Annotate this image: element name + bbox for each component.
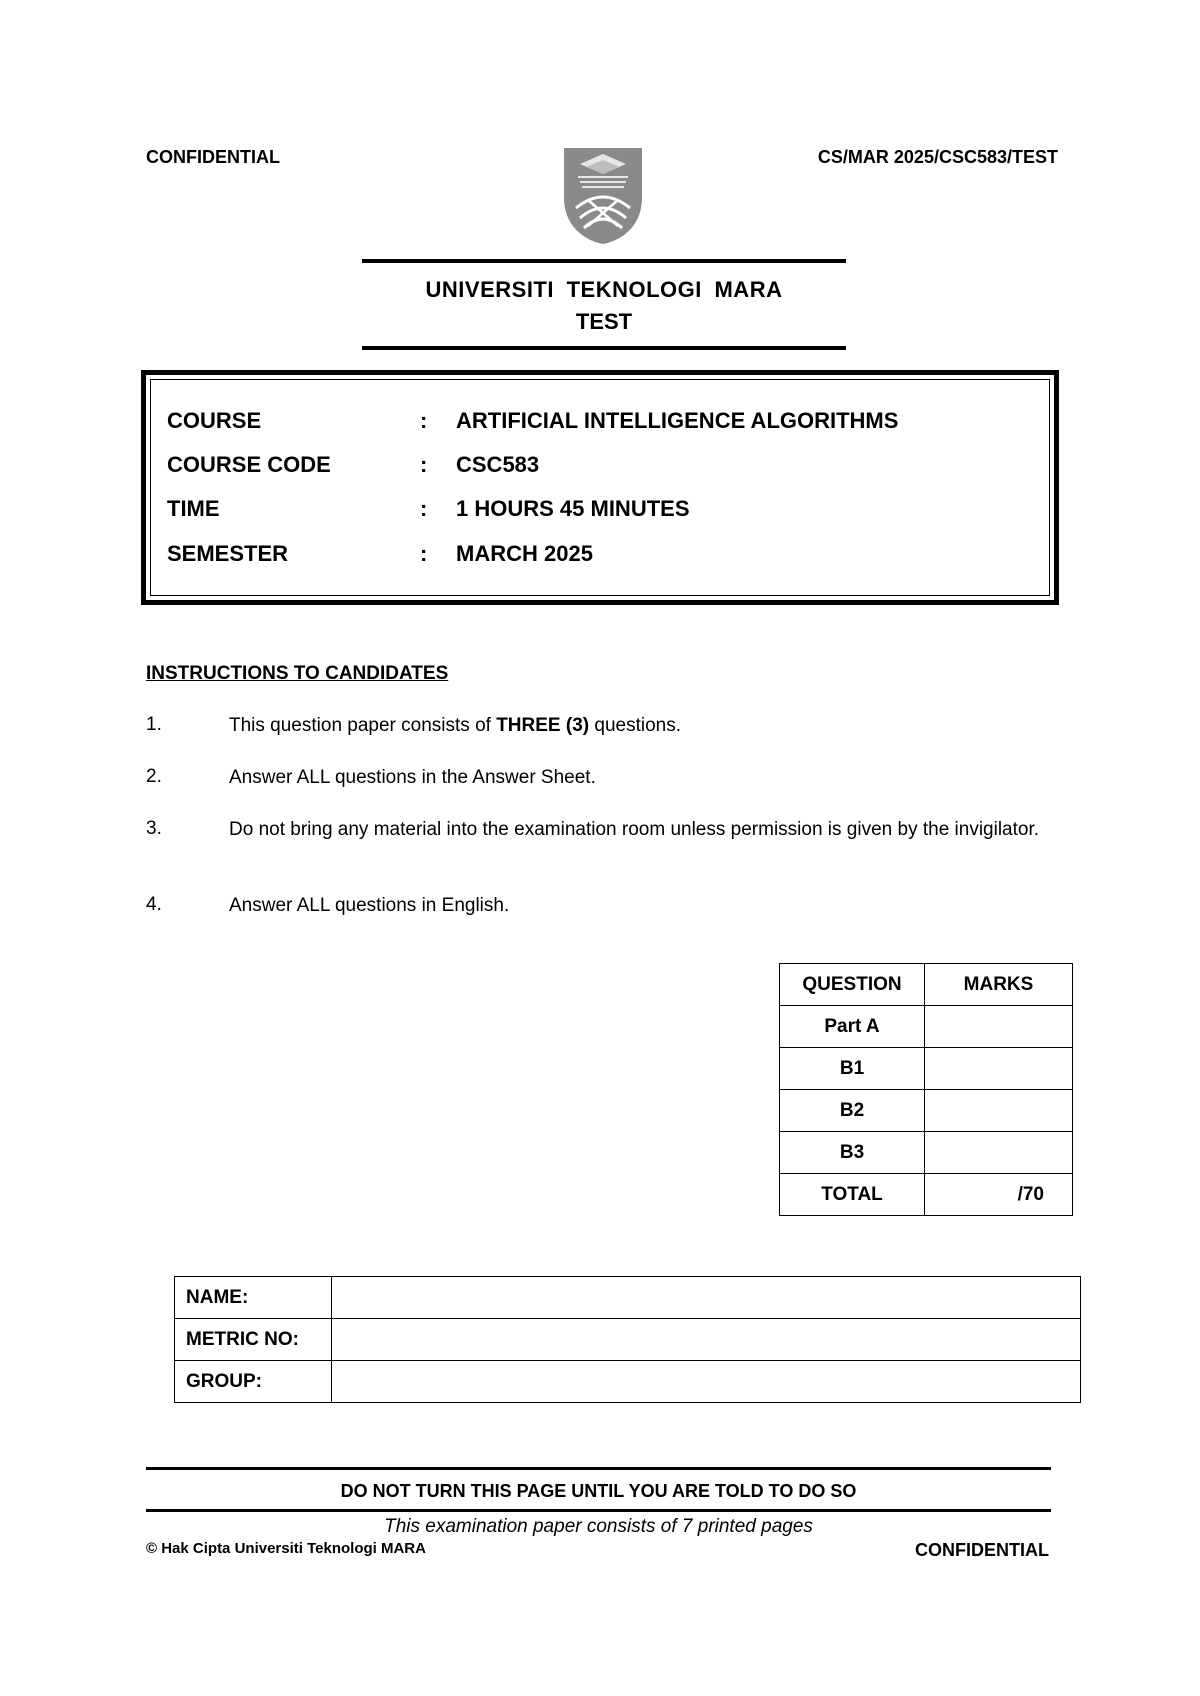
course-value: ARTIFICIAL INTELLIGENCE ALGORITHMS xyxy=(456,408,899,433)
instruction-emphasis: THREE (3) xyxy=(496,715,590,736)
separator: : xyxy=(420,496,428,521)
divider xyxy=(146,1467,1051,1470)
marks-cell xyxy=(925,1006,1073,1048)
table-row xyxy=(175,1277,1081,1319)
copyright-text: © Hak Cipta Universiti Teknologi MARA xyxy=(146,1540,426,1557)
name-field[interactable] xyxy=(332,1277,1081,1319)
time-label: TIME xyxy=(167,496,220,521)
table-row xyxy=(780,1174,1073,1216)
time-value: 1 HOURS 45 MINUTES xyxy=(456,496,690,521)
group-label: GROUP: xyxy=(175,1361,332,1403)
course-code-value: CSC583 xyxy=(456,452,540,477)
question-cell: TOTAL xyxy=(780,1174,925,1216)
total-marks-cell: /70 xyxy=(925,1174,1073,1216)
instruction-text: Answer ALL questions in English. xyxy=(229,895,510,916)
name-label: NAME: xyxy=(175,1277,332,1319)
instruction-text: Do not bring any material into the examination room unless permission is given by the invigilator. xyxy=(229,819,1040,840)
separator: : xyxy=(420,541,428,566)
student-info-table xyxy=(174,1276,1081,1403)
question-cell: B2 xyxy=(780,1090,925,1132)
title-block xyxy=(362,259,846,350)
semester-label: SEMESTER xyxy=(167,541,289,566)
metric-no-field[interactable] xyxy=(332,1319,1081,1361)
marks-table xyxy=(779,963,1073,1216)
table-row xyxy=(780,1132,1073,1174)
instruction-text: Answer ALL questions in the Answer Sheet. xyxy=(229,767,596,788)
separator: : xyxy=(420,452,428,477)
column-header: QUESTION xyxy=(780,964,925,1006)
semester-value: MARCH 2025 xyxy=(456,541,593,566)
question-cell: B3 xyxy=(780,1132,925,1174)
question-cell: B1 xyxy=(780,1048,925,1090)
instruction-number: 3. xyxy=(146,818,162,839)
marks-cell xyxy=(925,1090,1073,1132)
table-row xyxy=(175,1319,1081,1361)
divider xyxy=(146,1509,1051,1512)
header-reference: CS/MAR 2025/CSC583/TEST xyxy=(817,147,1058,167)
marks-cell xyxy=(925,1048,1073,1090)
instruction-number: 1. xyxy=(146,714,162,735)
instruction-number: 2. xyxy=(146,766,162,787)
question-cell: Part A xyxy=(780,1006,925,1048)
table-row xyxy=(780,1006,1073,1048)
course-info-box xyxy=(141,370,1059,605)
metric-no-label: METRIC NO: xyxy=(175,1319,332,1361)
instruction-text: This question paper consists of xyxy=(229,715,497,736)
warning-text: DO NOT TURN THIS PAGE UNTIL YOU ARE TOLD TO DO SO xyxy=(340,1481,857,1501)
university-name: UNIVERSITI TEKNOLOGI MARA xyxy=(425,277,783,302)
uitm-crest-icon xyxy=(562,148,644,244)
table-row xyxy=(175,1361,1081,1403)
course-label: COURSE xyxy=(167,408,262,433)
header-classification: CONFIDENTIAL xyxy=(146,147,280,167)
pages-note: This examination paper consists of 7 printed pages xyxy=(384,1516,813,1537)
column-header: MARKS xyxy=(925,964,1073,1006)
paper-type: TEST xyxy=(575,309,633,334)
footer-classification: CONFIDENTIAL xyxy=(915,1540,1049,1560)
instruction-text-end: questions. xyxy=(589,715,682,736)
table-row xyxy=(780,1048,1073,1090)
table-header-row xyxy=(780,964,1073,1006)
separator: : xyxy=(420,408,428,433)
marks-cell xyxy=(925,1132,1073,1174)
table-row xyxy=(780,1090,1073,1132)
course-code-label: COURSE CODE xyxy=(167,452,331,477)
instructions-heading: INSTRUCTIONS TO CANDIDATES xyxy=(146,663,449,684)
instruction-number: 4. xyxy=(146,894,162,915)
group-field[interactable] xyxy=(332,1361,1081,1403)
